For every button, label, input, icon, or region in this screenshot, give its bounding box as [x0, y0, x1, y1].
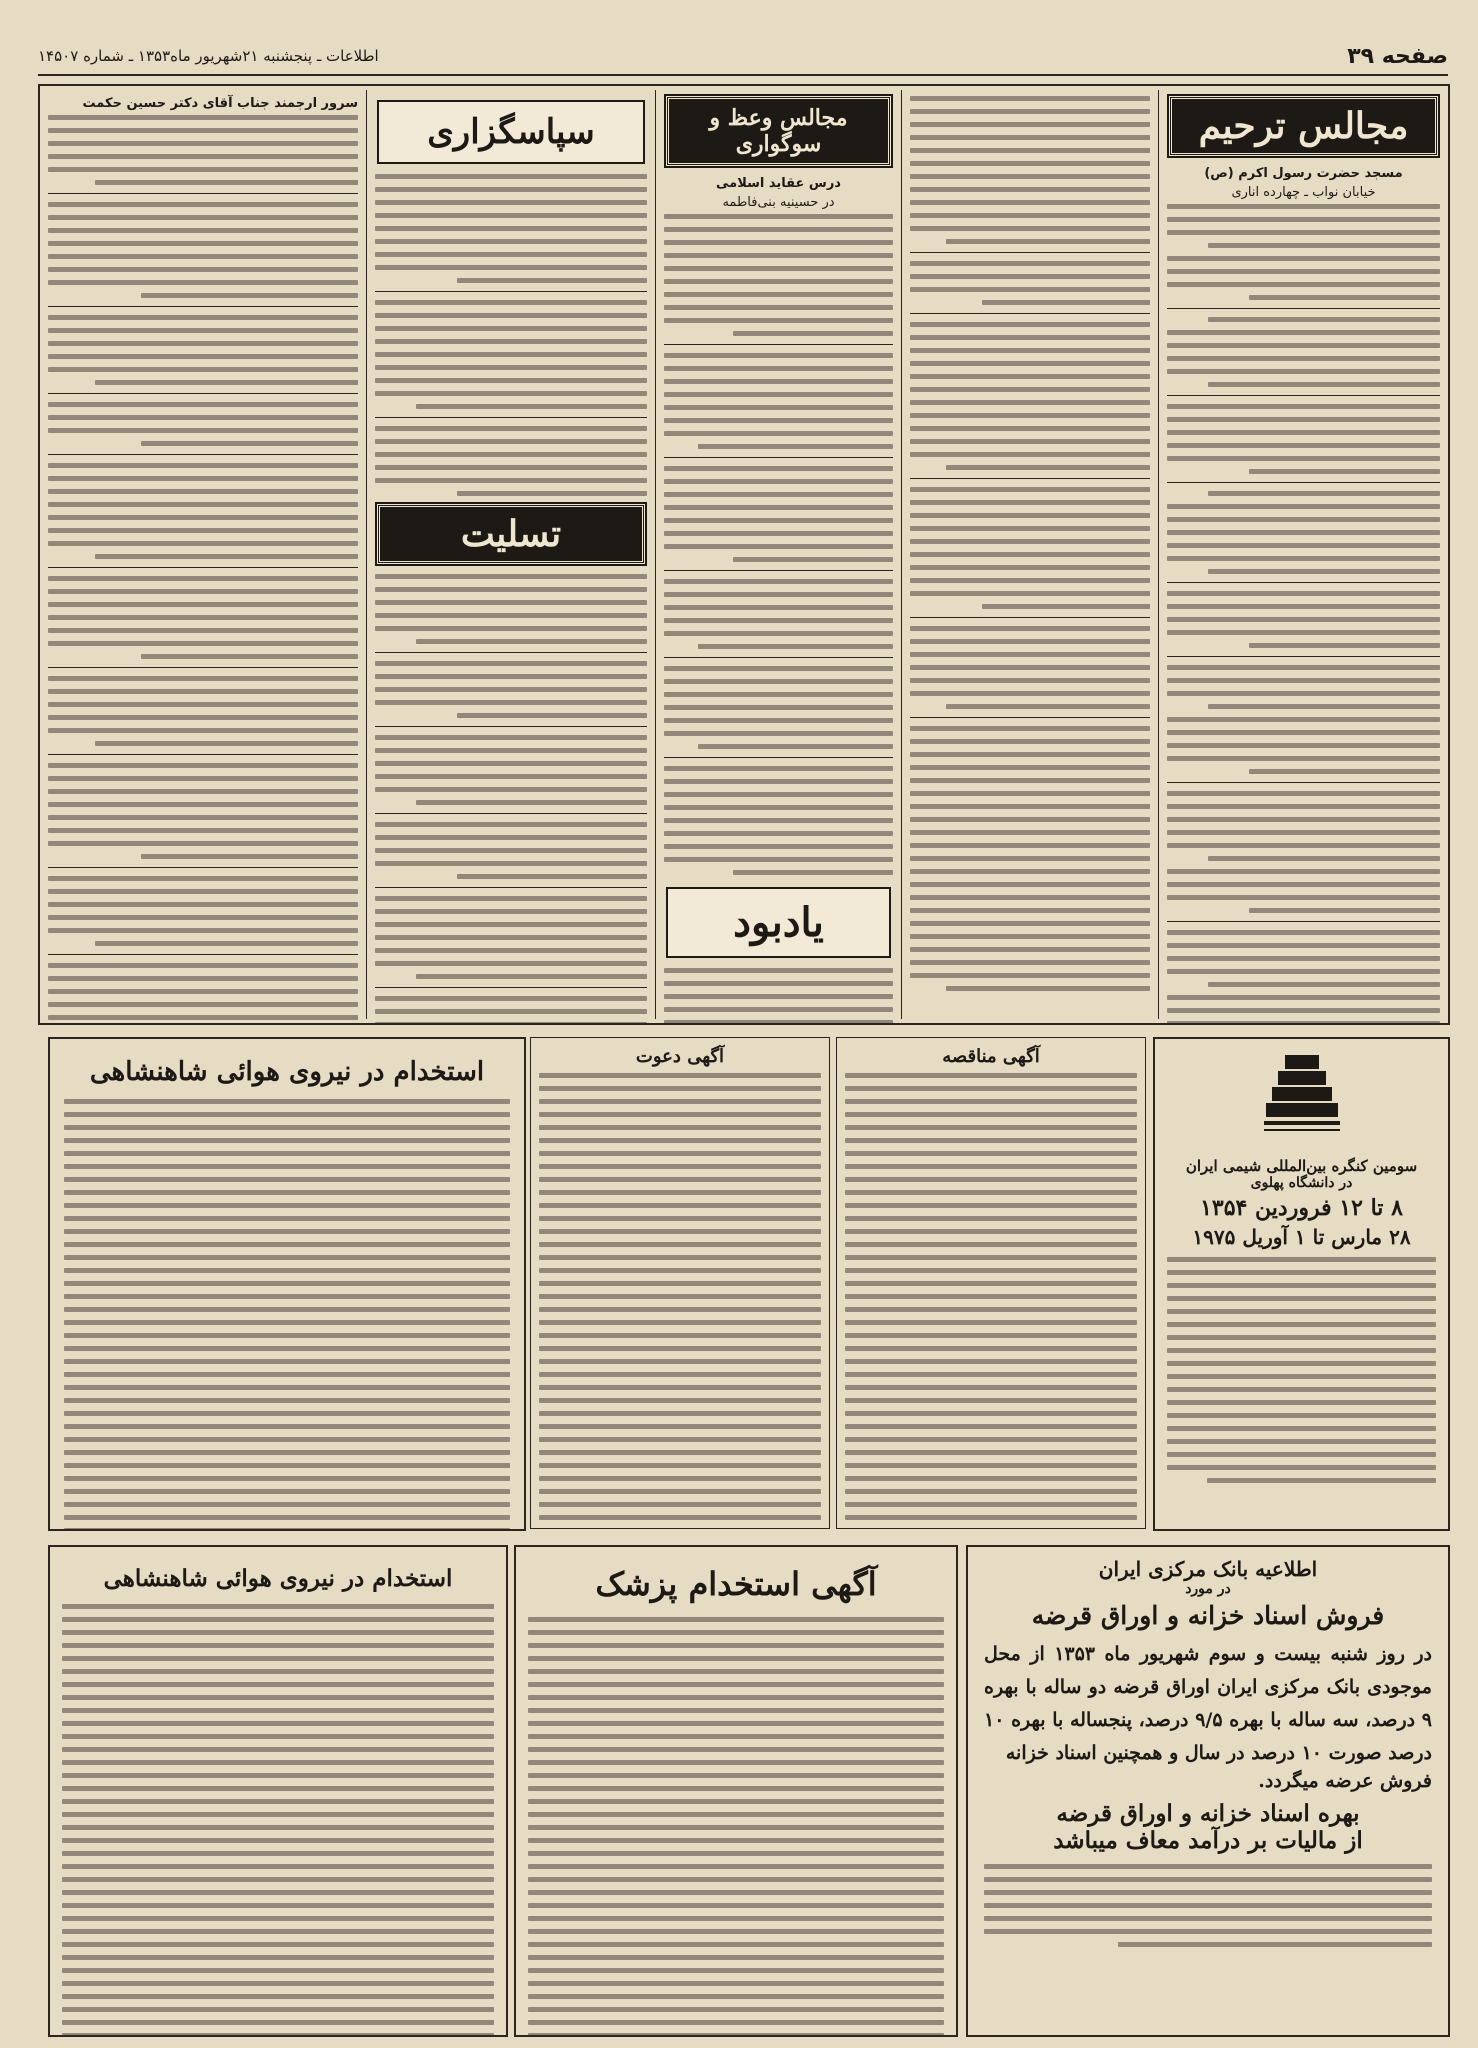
congress-date-persian: ۸ تا ۱۲ فروردین ۱۳۵۴ [1200, 1195, 1403, 1221]
invitation-title: آگهی دعوت [635, 1046, 725, 1067]
bank-headline-2: بهره اسناد خزانه و اوراق قرضه [1056, 1800, 1360, 1827]
congress-date-gregorian: ۲۸ مارس تا ۱ آوریل ۱۹۷۵ [1192, 1225, 1411, 1249]
central-bank-notice [966, 1545, 1450, 2037]
tasliat-banner: تسلیت [377, 504, 645, 564]
chemistry-congress-ad [1153, 1037, 1450, 1531]
condolence-heading: سرور ارجمند جناب آقای دکتر حسین حکمت [82, 96, 358, 111]
sepasgozari-box: سپاسگزاری [377, 100, 645, 164]
congress-emblem-icon [1264, 1055, 1340, 1151]
invitation-notice [530, 1037, 830, 1529]
column-tarhim [1159, 86, 1448, 1023]
vaz-subheading: در حسینیه بنی‌فاطمه [722, 195, 835, 210]
masthead: اطلاعات ـ پنجشنبه ۲۱شهریور ماه۱۳۵۳ ـ شماره ۱۴۵۰۷ [38, 47, 379, 65]
yadbood-box: یادبود [666, 887, 891, 958]
air-force-title-2: استخدام در نیروی هوائی شاهنشاهی [103, 1565, 453, 1592]
column-tarhim-continued [902, 86, 1158, 1023]
column-sepasgozari [367, 86, 655, 1023]
tender-title: آگهی مناقصه [942, 1046, 1040, 1067]
air-force-recruitment-ad [48, 1037, 526, 1531]
bank-title: اطلاعیه بانک مرکزی ایران [1098, 1557, 1318, 1581]
page-number: صفحه ۳۹ [1347, 43, 1448, 69]
doctor-recruitment-ad [514, 1545, 958, 2037]
tender-notice [836, 1037, 1146, 1529]
congress-subtitle: در دانشگاه پهلوی [1250, 1175, 1353, 1191]
bank-offer: فروش عرضه میگردد. [1258, 1770, 1432, 1792]
mosque-address: خیابان نواب ـ چهارده اناری [1231, 185, 1376, 200]
bank-headline: فروش اسناد خزانه و اوراق قرضه [1031, 1601, 1385, 1630]
mosque-heading: مسجد حضرت رسول اکرم (ص) [1204, 166, 1403, 181]
column-condolences [40, 86, 366, 1023]
bank-headline-3: از مالیات بر درآمد معاف میباشد [1053, 1827, 1363, 1854]
air-force-title: استخدام در نیروی هوائی شاهنشاهی [89, 1057, 485, 1087]
air-force-recruitment-ad-2 [48, 1545, 508, 2037]
bank-subtitle: در مورد [1185, 1581, 1231, 1597]
majales-tarhim-banner: مجالس ترحیم [1169, 96, 1438, 156]
majales-vaz-banner: مجالس وعظ و سوگواری [666, 96, 891, 166]
congress-title: سومین کنگره بین‌المللی شیمی ایران [1185, 1157, 1418, 1175]
doctor-title: آگهی استخدام پزشک [595, 1565, 877, 1603]
bank-paragraph: در روز شنبه بیست و سوم شهریور ماه ۱۳۵۳ از محل موجودی بانک مرکزی ایران اوراق قرضه دو ساله با بهره ۹ درصد، سه ساله با بهره ۹/۵ درصد، پنجساله با بهره ۱۰ درصد صورت ۱۰ درصد در سال و همچنین اسناد خزانه [984, 1643, 1433, 1764]
notice-text [1167, 204, 1440, 1023]
vaz-heading: درس عقاید اسلامی [716, 176, 841, 191]
column-vaz [656, 86, 901, 1023]
obituary-section [38, 84, 1450, 1025]
page-header [38, 38, 1448, 76]
